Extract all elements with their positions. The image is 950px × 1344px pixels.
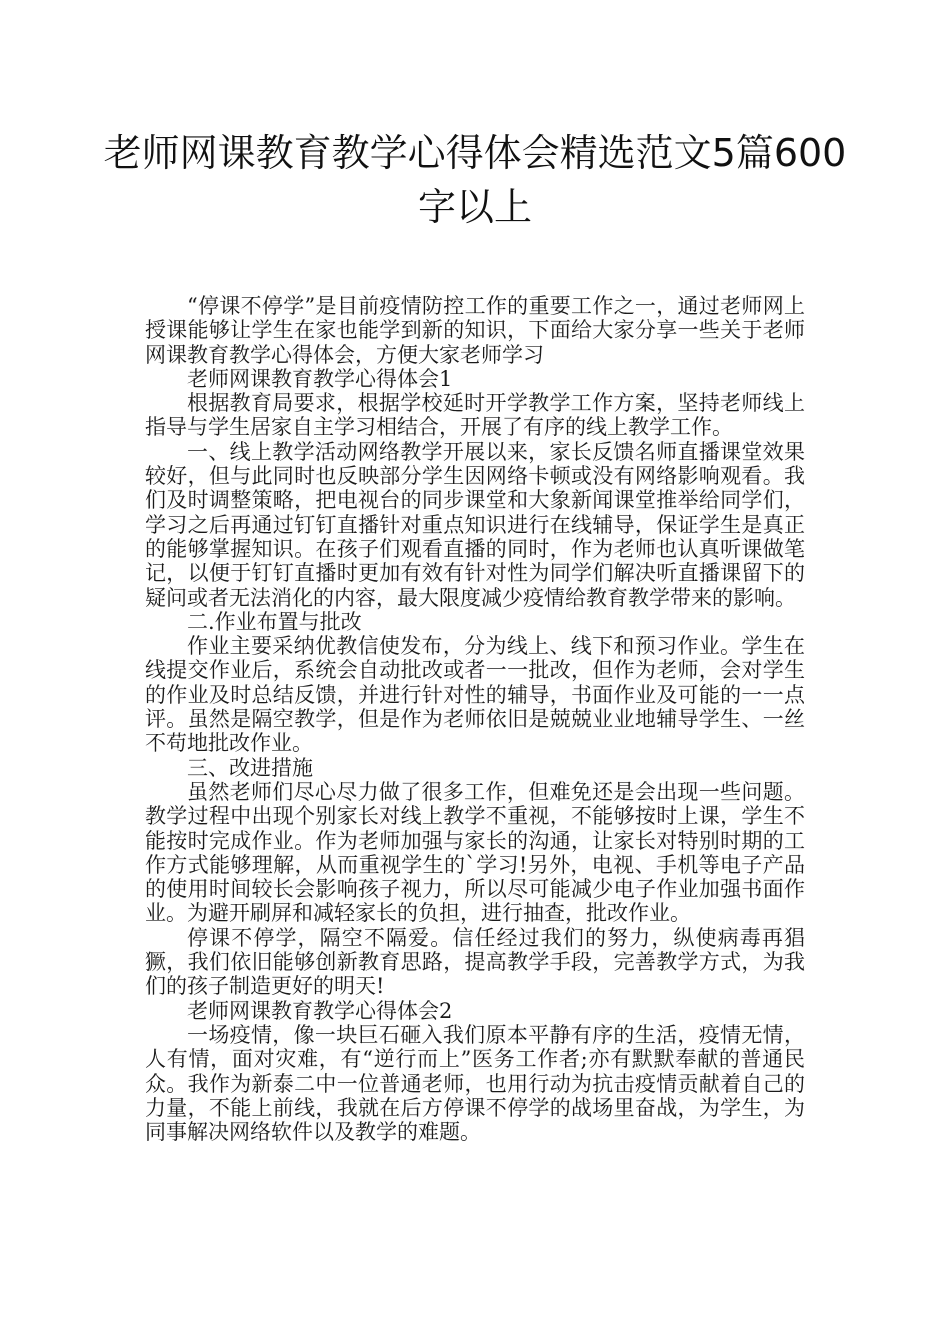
body-paragraph: 停课不停学，隔空不隔爱。信任经过我们的努力，纵使病毒再猖獗，我们依旧能够创新教育思路，提高教学手段，完善教学方式，为我们的孩子制造更好的明天! [145,925,805,999]
section-heading-1: 老师网课教育教学心得体会1 [187,366,453,391]
body-paragraph: 一、线上教学活动网络教学开展以来，家长反馈名师直播课堂效果较好，但与此同时也反映部分学生因网络卡顿或没有网络影响观看。我们及时调整策略，把电视台的同步课堂和大象新闻课堂推举给同学们，学习之后再通过钉钉直播针对重点知识进行在线辅导，保证学生是真正的能够掌握知识。在孩子们观看直播的同时，作为老师也认真听课做笔记，以便于钉钉直播时更加有效有针对性为同学们解决听直播课留下的疑问或者无法消化的内容，最大限度减少疫情给教育教学带来的影响。 [145,439,805,610]
document-body [145,294,805,1144]
document-title: 老师网课教育教学心得体会精选范文5篇600字以上 [103,131,847,229]
subheading: 三、改进措施 [187,755,313,780]
body-paragraph: 作业主要采纳优教信使发布，分为线上、线下和预习作业。学生在线提交作业后，系统会自动批改或者一一批改，但作为老师，会对学生的作业及时总结反馈，并进行针对性的辅导，书面作业及可能的一一点评。虽然是隔空教学，但是作为老师依旧是兢兢业业地辅导学生、一丝不苟地批改作业。 [145,634,805,756]
body-paragraph: 一场疫情，像一块巨石砸入我们原本平静有序的生活，疫情无情，人有情，面对灾难，有“逆行而上”医务工作者;亦有默默奉献的普通民众。我作为新泰二中一位普通老师，也用行动为抗击疫情贡献着自己的力量，不能上前线，我就在后方停课不停学的战场里奋战，为学生，为同事解决网络软件以及教学的难题。 [145,1022,805,1145]
body-paragraph: 虽然老师们尽心尽力做了很多工作，但难免还是会出现一些问题。教学过程中出现个别家长对线上教学不重视，不能够按时上课，学生不能按时完成作业。作为老师加强与家长的沟通，让家长对特别时期的工作方式能够理解，从而重视学生的`学习!另外，电视、手机等电子产品的使用时间较长会影响孩子视力，所以尽可能减少电子作业加强书面作业。为避开刷屏和减轻家长的负担，进行抽查，批改作业。 [145,779,805,926]
section-heading-2: 老师网课教育教学心得体会2 [187,998,453,1023]
intro-paragraph: “停课不停学”是目前疫情防控工作的重要工作之一，通过老师网上授课能够让学生在家也能学到新的知识，下面给大家分享一些关于老师网课教育教学心得体会，方便大家老师学习 [145,294,805,367]
subheading: 二.作业布置与批改 [187,609,362,634]
body-paragraph: 根据教育局要求，根据学校延时开学教学工作方案，坚持老师线上指导与学生居家自主学习相结合，开展了有序的线上教学工作。 [145,391,805,440]
